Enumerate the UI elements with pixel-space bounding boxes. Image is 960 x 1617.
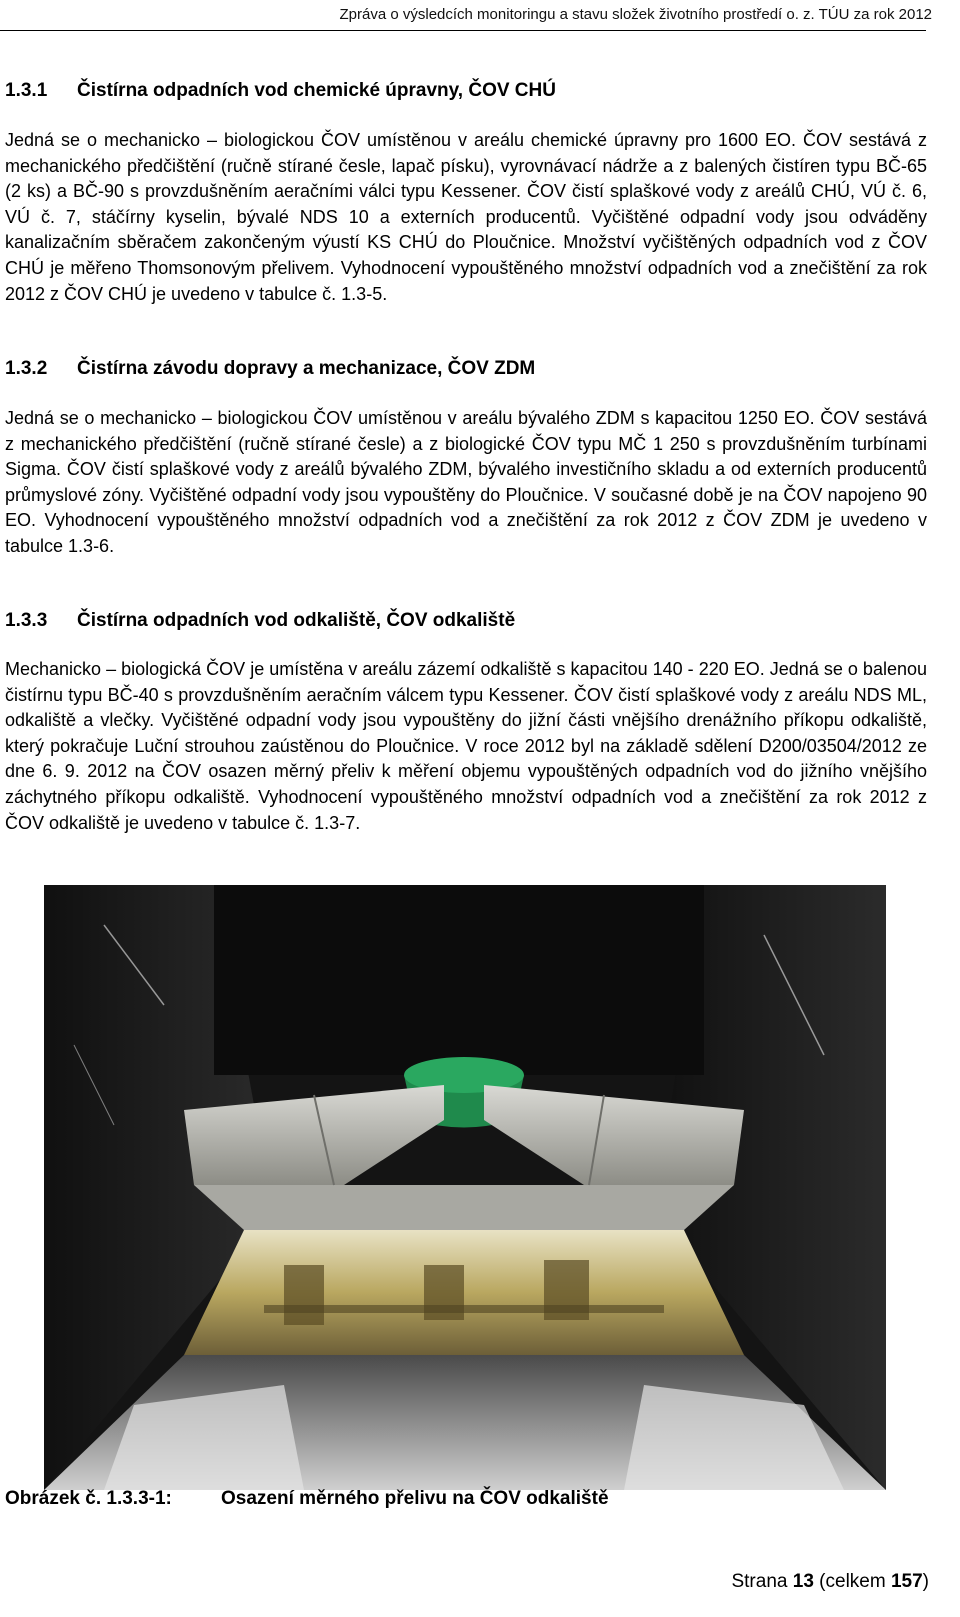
section-body-1-3-2: Jedná se o mechanicko – biologickou ČOV umístěnou v areálu bývalého ZDM s kapacitou 1250 EO. ČOV sestává z mechanického předčištění (ručně stírané česle) a z biologické ČOV typu MČ 1 250 s provzdušněním turbínami Sigma. ČOV čistí splaškové vody z areálů bývalého ZDM, bývalého investičního skladu a od externích producentů průmyslové zóny. Vyčištěné odpadní vody jsou vypouštěny do Ploučnice. V současné době je na ČOV napojeno 90 EO. Vyhodnocení vypouštěného množství odpadních vod a znečištění za rok 2012 z ČOV ZDM je uvedeno v tabulce 1.3-6. bbox=[5, 408, 927, 556]
section-body-1-3-1: Jedná se o mechanicko – biologickou ČOV umístěnou v areálu chemické úpravny pro 1600 EO. ČOV sestává z mechanického předčištění (ručně stírané česle, lapač písku), vyrovnávací nádrže a z balených čistíren typu BČ-65 (2 ks) a BČ-90 s provzdušněním aeračními válci typu Kessener. ČOV čistí splaškové vody z areálů CHÚ, VÚ č. 6, VÚ č. 7, stáčírny kyselin, bývalé NDS 10 a externích producentů. Vyčištěné odpadní vody jsou odváděny kanalizačním sběračem zakončeným výustí KS CHÚ do Ploučnice. Množství vyčištěných odpadních vod z ČOV CHÚ je měřeno Thomsonovým přelivem. Vyhodnocení vypouštěného množství odpadních vod a znečištění za rok 2012 z ČOV CHÚ je uvedeno v tabulce č. 1.3-5. bbox=[5, 130, 927, 304]
total-open: (celkem bbox=[819, 1571, 886, 1592]
section-body-1-3-3: Mechanicko – biologická ČOV je umístěna v areálu zázemí odkaliště s kapacitou 140 - 220 EO. Jedná se o balenou čistírnu typu BČ-40 s provzdušněním aeračním válcem typu Kessener. ČOV čistí splaškové vody z areálu NDS ML, odkaliště a vlečky. Vyčištěné odpadní vody jsou vypouštěny do jižní části vnějšího drenážního příkopu odkaliště, který pokračuje Luční strouhou zaústěnou do Ploučnice. V roce 2012 byl na základě sdělení D200/03504/2012 ze dne 6. 9. 2012 na ČOV osazen měrný přeliv k měření objemu vypouštěných odpadních vod do jižního vnějšího záchytného příkopu odkaliště. Vyhodnocení vypouštěného množství odpadních vod a znečištění za rok 2012 z ČOV odkaliště je uvedeno v tabulce č. 1.3-7. bbox=[5, 659, 927, 833]
section-heading-1-3-2 bbox=[5, 358, 535, 380]
page-number: 13 bbox=[792, 1571, 814, 1592]
total-pages: 157 bbox=[890, 1571, 923, 1592]
figure-caption bbox=[5, 1488, 609, 1510]
section-number: 1.3.2 bbox=[5, 358, 48, 379]
section-title: Čistírna závodu dopravy a mechanizace, ČOV ZDM bbox=[77, 358, 536, 379]
running-header: Zpráva o výsledcích monitoringu a stavu složek životního prostředí o. z. TÚU za rok 2012 bbox=[339, 6, 932, 23]
figure-number: Obrázek č. 1.3.3-1: bbox=[5, 1488, 172, 1509]
section-heading-1-3-3 bbox=[5, 610, 515, 632]
section-number: 1.3.1 bbox=[5, 80, 48, 101]
total-close: ) bbox=[922, 1571, 929, 1592]
header-rule bbox=[0, 30, 926, 31]
weir-photo bbox=[44, 885, 886, 1490]
page-label: Strana bbox=[731, 1571, 788, 1592]
figure-caption-text: Osazení měrného přelivu na ČOV odkaliště bbox=[221, 1488, 609, 1509]
section-title: Čistírna odpadních vod chemické úpravny, ČOV CHÚ bbox=[77, 80, 556, 101]
page-footer bbox=[731, 1571, 929, 1593]
section-number: 1.3.3 bbox=[5, 610, 48, 631]
section-title: Čistírna odpadních vod odkaliště, ČOV odkaliště bbox=[77, 610, 516, 631]
section-heading-1-3-1 bbox=[5, 80, 556, 102]
weir-photo-illustration bbox=[44, 885, 886, 1490]
